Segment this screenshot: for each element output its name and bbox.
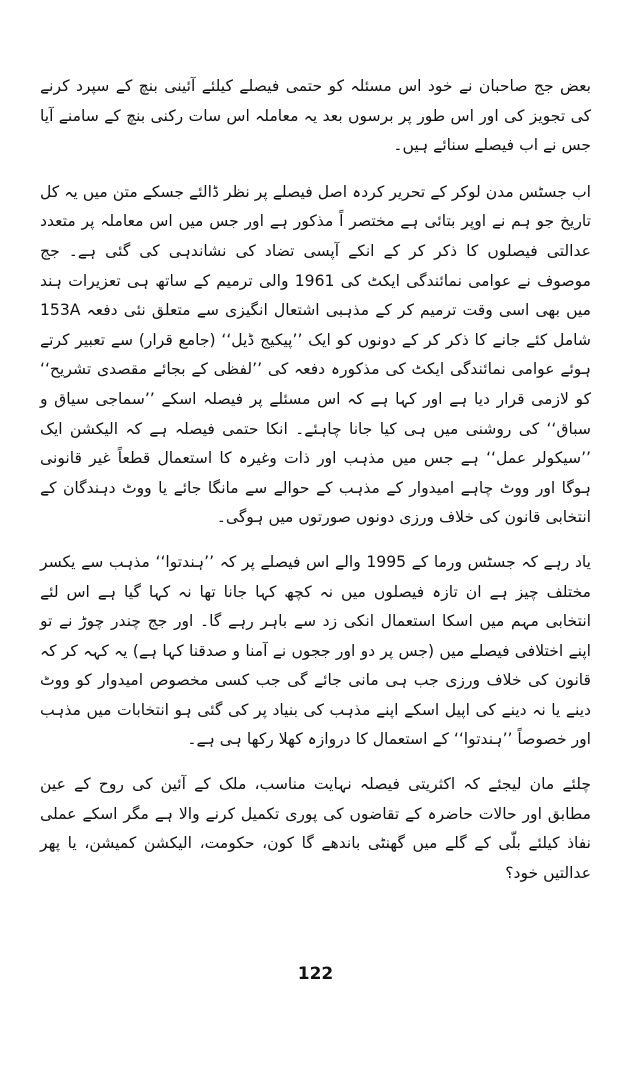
paragraph-1: بعض جج صاحبان نے خود اس مسئلہ کو حتمی فیصلے کیلئے آئینی بنچ کے سپرد کرنے کی تجویز کی اور اس طور پر برسوں بعد یہ معاملہ اس سات رکنی بنچ کے سامنے آیا جس نے اب فیصلے سنائے ہیں۔ [40,77,591,155]
paragraph-2: اب جسٹس مدن لوکر کے تحریر کردہ اصل فیصلے پر نظر ڈالئے جسکے متن میں یہ کل تاریخ جو ہم نے اوپر بتائی ہے مختصر اً مذکور ہے اور جس میں اس معاملہ پر متعدد عدالتی فیصلوں کا ذکر کر کے انکے آپسی تضاد کی نشاندہی کی گئی ہے۔ جج موصوف نے عوامی نمائندگی ایکٹ کی 1961 والی ترمیم کے ساتھ ہی تعزیرات ہند میں بھی اسی وقت ترمیم کر کے مذہبی اشتعال انگیزی سے متعلق نئی دفعہ 153A شامل کئے جانے کا ذکر کر کے دونوں کو ایک ’’پیکیج ڈیل‘‘ (جامع قرار) سے تعبیر کرتے ہوئے عوامی نمائندگی ایکٹ کی مذکورہ دفعہ کی ’’لفظی کے بجائے مقصدی تشریح‘‘ کو لازمی قرار دیا ہے اور کہا ہے کہ اس مسئلے پر فیصلہ اسکے ’’سماجی سیاق و سباق‘‘ کی روشنی میں ہی کیا جانا چاہئے۔ انکا حتمی فیصلہ ہے کہ الیکشن ایک ’’سیکولر عمل‘‘ ہے جس میں مذہب اور ذات وغیرہ کا استعمال قطعاً غیر قانونی ہوگا اور ووٹ چاہے امیدوار کے مذہب کے حوالے سے مانگا جائے یا ووٹ دہندگان کے انتخابی قانون کی خلاف ورزی دونوں صورتوں میں ہوگی۔ [40,182,591,527]
paragraph-4: چلئے مان لیجئے کہ اکثریتی فیصلہ نہایت مناسب، ملک کے آئین کی روح کے عین مطابق اور حالات حاضرہ کے تقاضوں کی پوری تکمیل کرنے والا ہے مگر اسکے عملی نفاذ کیلئے بلّی کے گلے میں گھنٹی باندھے گا کون، حکومت، الیکشن کمیشن، یا پھر عدالتیں خود؟ [40,775,591,882]
page-number: 122 [297,964,334,984]
paragraph-3: یاد رہے کہ جسٹس ورما کے 1995 والے اس فیصلے پر کہ ’’ہندتوا‘‘ مذہب سے یکسر مختلف چیز ہے ان تازہ فیصلوں میں نہ کچھ کہا جانا تھا نہ کہا گیا ہے اس لئے انتخابی مہم میں اسکا استعمال انکی زد سے باہر رہے گا۔ اور جج چندر چوڑ نے تو اپنے اختلافی فیصلے میں (جس پر دو اور ججوں نے آمنا و صدقنا کہا ہے) یہ کہہ کر کہ قانون کی خلاف ورزی جب ہی مانی جائے گی جب کسی مخصوص امیدوار کو ووٹ دینے یا نہ دینے کی اپیل اسکے اپنے مذہب کی بنیاد پر کی گئی ہو انتخابات میں مذہب اور خصوصاً ’’ہندتوا‘‘ کے استعمال کا دروازہ کھلا رکھا ہی ہے۔ [40,552,591,749]
